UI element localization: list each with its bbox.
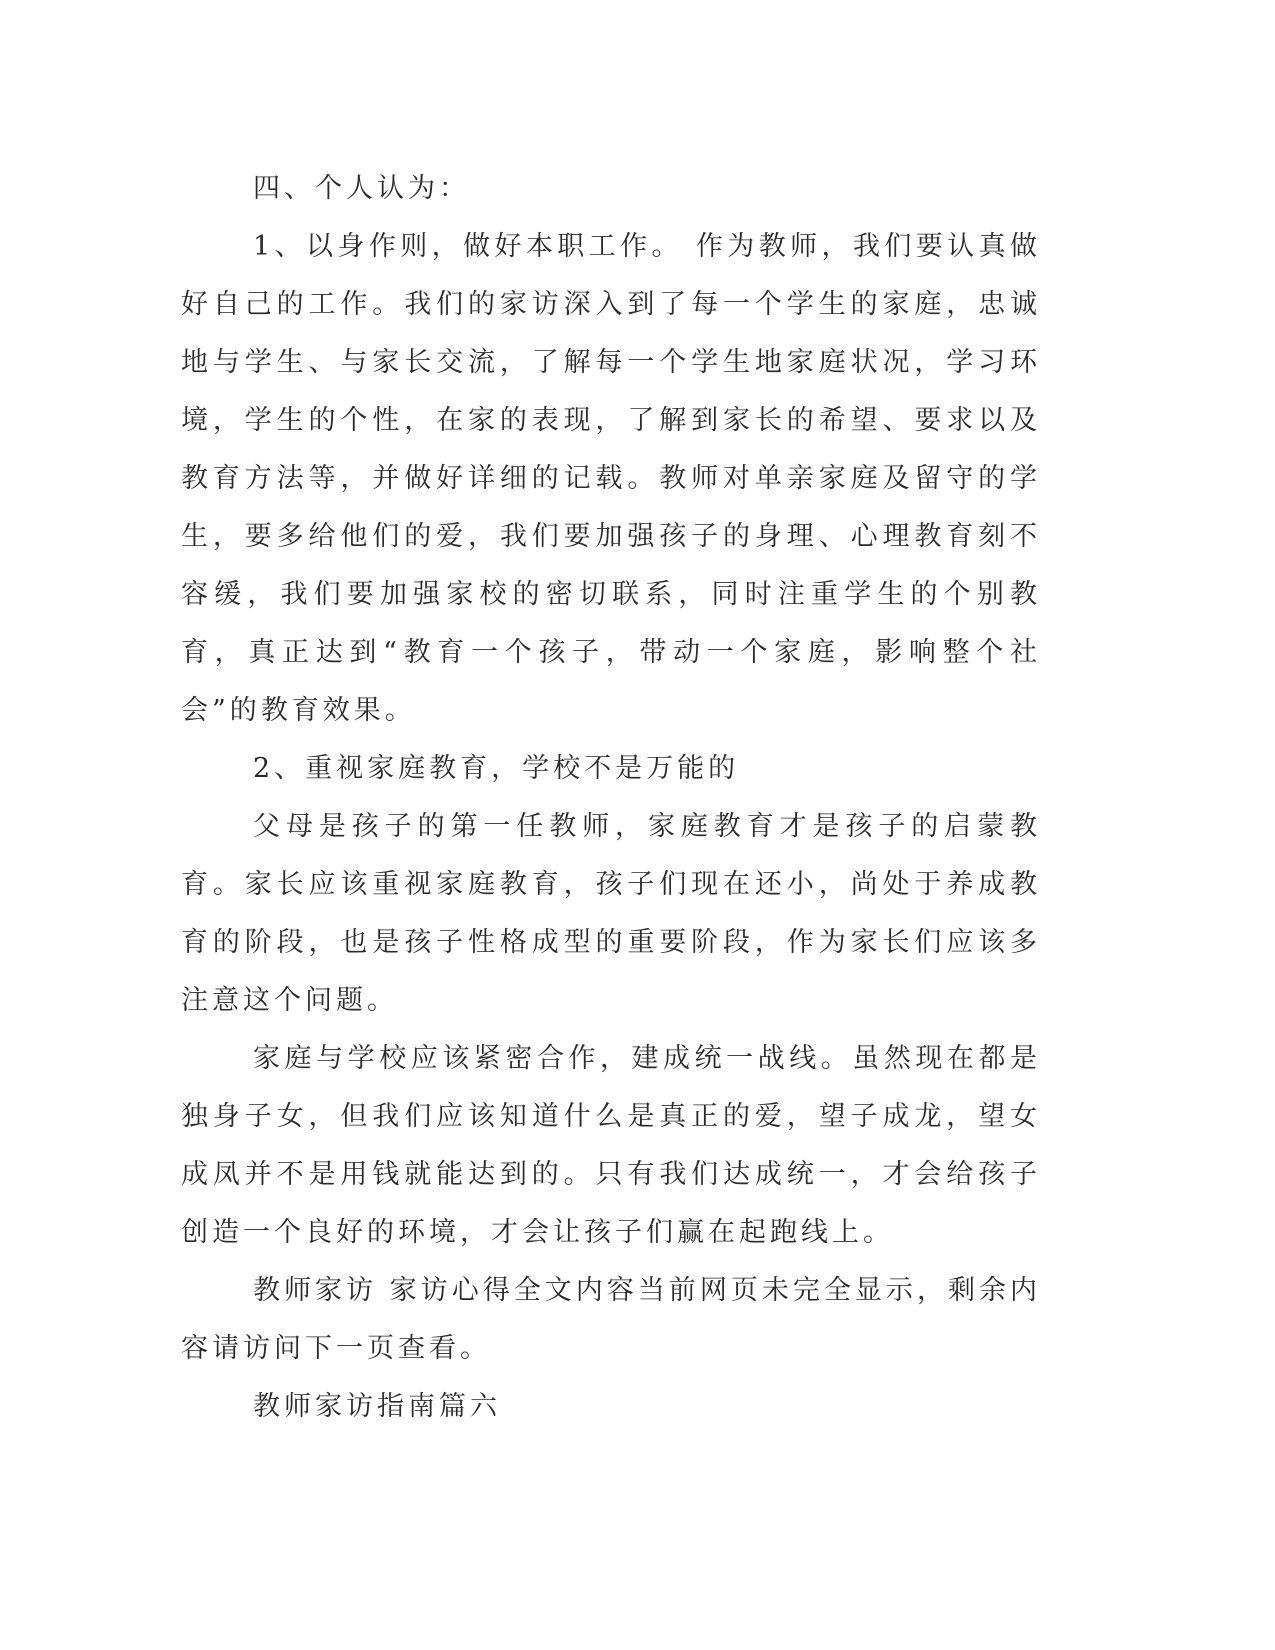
next-section-title: 教师家访指南篇六 — [253, 1391, 501, 1422]
body-paragraph: 父母是孩子的第一任教师，家庭教育才是孩子的启蒙教育。家长应该重视家庭教育，孩子们现在还小，尚处于养成教育的阶段，也是孩子性格成型的重要阶段，作为家长们应该多注意这个问题。 — [181, 811, 1041, 1016]
body-paragraph: 1、以身作则，做好本职工作。 作为教师，我们要认真做好自己的工作。我们的家访深入到了每一个学生的家庭，忠诚地与学生、与家长交流，了解每一个学生地家庭状况，学习环境，学生的个性，在家的表现，了解到家长的希望、要求以及教育方法等，并做好详细的记载。教师对单亲家庭及留守的学生，要多给他们的爱，我们要加强孩子的身理、心理教育刻不容缓，我们要加强家校的密切联系，同时注重学生的个别教育，真正达到“教育一个孩子，带动一个家庭，影响整个社会”的教育效果。 — [181, 231, 1041, 726]
subsection-heading: 2、重视家庭教育，学校不是万能的 — [253, 753, 740, 784]
body-paragraph: 家庭与学校应该紧密合作，建成统一战线。虽然现在都是独身子女，但我们应该知道什么是真正的爱，望子成龙，望女成凤并不是用钱就能达到的。只有我们达成统一，才会给孩子创造一个良好的环境，才会让孩子们赢在起跑线上。 — [181, 1043, 1041, 1248]
section-heading: 四、个人认为： — [253, 173, 470, 204]
continuation-notice: 教师家访 家访心得全文内容当前网页未完全显示，剩余内容请访问下一页查看。 — [181, 1275, 1041, 1364]
document-body — [181, 160, 1041, 1436]
